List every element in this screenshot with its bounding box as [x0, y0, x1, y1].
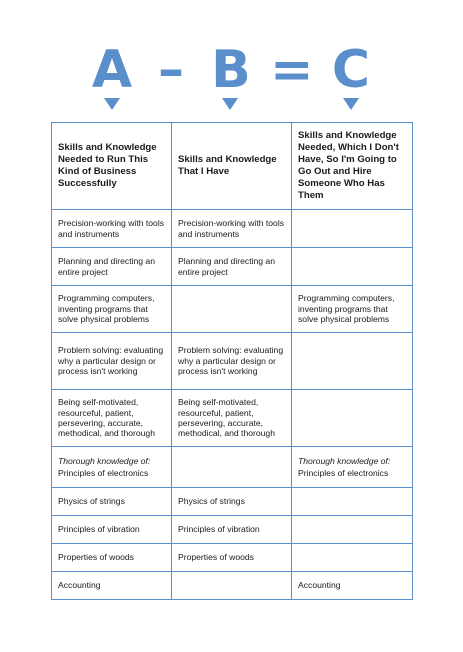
cell-needed: Accounting — [52, 572, 172, 600]
cell-needed: Principles of vibration — [52, 516, 172, 544]
cell-have: Planning and directing an entire project — [172, 248, 292, 286]
header-row — [52, 123, 413, 210]
cell-needed: Planning and directing an entire project — [52, 248, 172, 286]
cell-needed: Being self-motivated, resourceful, patient, persevering, accurate, methodical, and thorough — [52, 390, 172, 447]
cell-hire — [292, 488, 413, 516]
cell-have — [172, 572, 292, 600]
cell-have — [172, 286, 292, 333]
cell-have: Precision-working with tools and instruments — [172, 210, 292, 248]
cell-needed: Problem solving: evaluating why a particular design or process isn't working — [52, 333, 172, 390]
cell-needed: Physics of strings — [52, 488, 172, 516]
cell-have: Physics of strings — [172, 488, 292, 516]
knowledge-label: Thorough knowledge of: — [58, 455, 151, 466]
column-header-hire: Skills and Knowledge Needed, Which I Don't Have, So I'm Going to Go Out and Hire Someone Who Has Them — [292, 123, 413, 210]
table-row — [52, 248, 413, 286]
table-row — [52, 488, 413, 516]
table-row — [52, 333, 413, 390]
table-row — [52, 544, 413, 572]
letter-c: C — [331, 40, 371, 100]
cell-hire — [292, 248, 413, 286]
table-row — [52, 572, 413, 600]
table-row — [52, 286, 413, 333]
table-row — [52, 390, 413, 447]
cell-text: Principles of electronics — [298, 468, 389, 478]
cell-hire — [292, 210, 413, 248]
knowledge-label: Thorough knowledge of: — [298, 455, 391, 466]
cell-hire: Programming computers, inventing programs that solve physical problems — [292, 286, 413, 333]
cell-needed — [52, 447, 172, 488]
cell-have: Properties of woods — [172, 544, 292, 572]
cell-hire — [292, 390, 413, 447]
cell-have — [172, 447, 292, 488]
skills-table — [51, 122, 413, 600]
arrow-down-icon — [343, 98, 359, 110]
equals-sign: = — [270, 40, 314, 100]
arrow-down-icon — [222, 98, 238, 110]
cell-have: Problem solving: evaluating why a particular design or process isn't working — [172, 333, 292, 390]
cell-hire — [292, 516, 413, 544]
cell-hire — [292, 544, 413, 572]
cell-needed: Precision-working with tools and instruments — [52, 210, 172, 248]
table-row — [52, 447, 413, 488]
cell-hire: Accounting — [292, 572, 413, 600]
column-header-needed: Skills and Knowledge Needed to Run This Kind of Business Successfully — [52, 123, 172, 210]
cell-hire — [292, 333, 413, 390]
table-row — [52, 516, 413, 544]
minus-sign: – — [158, 40, 184, 100]
arrow-down-icon — [104, 98, 120, 110]
letter-b: B — [211, 40, 251, 100]
cell-text: Principles of electronics — [58, 468, 149, 478]
column-header-have: Skills and Knowledge That I Have — [172, 123, 292, 210]
letter-a: A — [91, 40, 133, 100]
cell-have: Being self-motivated, resourceful, patient, persevering, accurate, methodical, and thorough — [172, 390, 292, 447]
cell-needed: Programming computers, inventing programs that solve physical problems — [52, 286, 172, 333]
table-row — [52, 210, 413, 248]
cell-have: Principles of vibration — [172, 516, 292, 544]
formula-header — [0, 0, 463, 120]
cell-hire — [292, 447, 413, 488]
cell-needed: Properties of woods — [52, 544, 172, 572]
